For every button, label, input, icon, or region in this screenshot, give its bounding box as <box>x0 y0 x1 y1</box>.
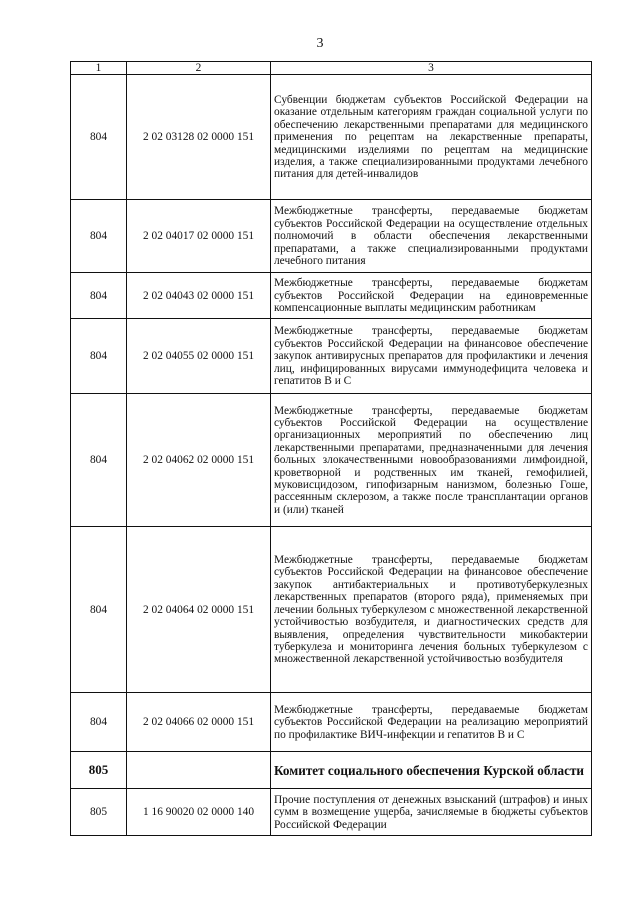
description-cell: Межбюджетные трансферты, передаваемые бюджетам субъектов Российской Федерации на реализацию мероприятий по профилактике ВИЧ-инфекции и гепатитов В и С <box>271 693 592 752</box>
admin-code-cell: 804 <box>71 273 127 319</box>
admin-code-cell: 804 <box>71 319 127 394</box>
column-header-2: 2 <box>127 62 271 75</box>
budget-code-cell: 2 02 04064 02 0000 151 <box>127 527 271 693</box>
table-row <box>71 527 592 693</box>
budget-code-cell: 2 02 04043 02 0000 151 <box>127 273 271 319</box>
table-row <box>71 200 592 273</box>
admin-code-cell: 804 <box>71 394 127 527</box>
admin-code-cell: 805 <box>71 789 127 836</box>
budget-code-cell: 2 02 04055 02 0000 151 <box>127 319 271 394</box>
description-cell: Прочие поступления от денежных взысканий (штрафов) и иных сумм в возмещение ущерба, зачисляемые в бюджеты субъектов Российской Федерации <box>271 789 592 836</box>
budget-code-cell <box>127 752 271 789</box>
table-header-row <box>71 62 592 75</box>
budget-code-cell: 2 02 04017 02 0000 151 <box>127 200 271 273</box>
description-cell: Межбюджетные трансферты, передаваемые бюджетам субъектов Российской Федерации на осуществление организационных мероприятий по обеспечению лиц лекарственными препаратами, предназначенными для лечения больных злокачественными новообразованиями лимфоидной, кроветворной и родственных им тканей, гемофилией, муковисцидозом, гипофизарным нанизмом, болезнью Гоше, рассеянным склерозом, а также после трансплантации органов и (или) тканей <box>271 394 592 527</box>
admin-code-cell: 804 <box>71 200 127 273</box>
table-row <box>71 394 592 527</box>
column-header-3: 3 <box>271 62 592 75</box>
budget-code-cell: 2 02 03128 02 0000 151 <box>127 75 271 200</box>
table-row <box>71 789 592 836</box>
budget-code-cell: 2 02 04062 02 0000 151 <box>127 394 271 527</box>
admin-code-cell: 804 <box>71 527 127 693</box>
column-header-1: 1 <box>71 62 127 75</box>
table-row <box>71 693 592 752</box>
description-cell: Субвенции бюджетам субъектов Российской Федерации на оказание отдельным категориям граждан социальной услуги по обеспечению лекарственными препаратами для медицинского применения по рецептам на лекарственные препараты, медицинскими изделиями по рецептам на медицинские изделия, а также специализированными продуктами лечебного питания для детей-инвалидов <box>271 75 592 200</box>
table-row <box>71 75 592 200</box>
admin-code-cell: 804 <box>71 75 127 200</box>
description-cell: Межбюджетные трансферты, передаваемые бюджетам субъектов Российской Федерации на осуществление отдельных полномочий в области обеспечения лекарственными препаратами, а также специализированными продуктами лечебного питания <box>271 200 592 273</box>
table-row <box>71 273 592 319</box>
budget-code-cell: 1 16 90020 02 0000 140 <box>127 789 271 836</box>
admin-code-cell: 805 <box>71 752 127 789</box>
budget-classification-table <box>70 61 592 836</box>
administrator-heading-row <box>71 752 592 789</box>
description-cell: Межбюджетные трансферты, передаваемые бюджетам субъектов Российской Федерации на единовременные компенсационные выплаты медицинским работникам <box>271 273 592 319</box>
description-cell: Межбюджетные трансферты, передаваемые бюджетам субъектов Российской Федерации на финансовое обеспечение закупок антибактериальных и противотуберкулезных лекарственных препаратов (второго ряда), применяемых при лечении больных туберкулезом с множественной лекарственной устойчивостью возбудителя, и диагностических средств для выявления, определения чувствительности микобактерии туберкулеза и мониторинга лечения больных туберкулезом с множественной лекарственной устойчивостью возбудителя <box>271 527 592 693</box>
table-row <box>71 319 592 394</box>
admin-code-cell: 804 <box>71 693 127 752</box>
description-cell: Межбюджетные трансферты, передаваемые бюджетам субъектов Российской Федерации на финансовое обеспечение закупок антивирусных препаратов для профилактики и лечения лиц, инфицированных вирусами иммунодефицита человека и гепатитов В и С <box>271 319 592 394</box>
administrator-name-cell: Комитет социального обеспечения Курской области <box>271 752 592 789</box>
budget-code-cell: 2 02 04066 02 0000 151 <box>127 693 271 752</box>
page-number: 3 <box>316 36 324 51</box>
